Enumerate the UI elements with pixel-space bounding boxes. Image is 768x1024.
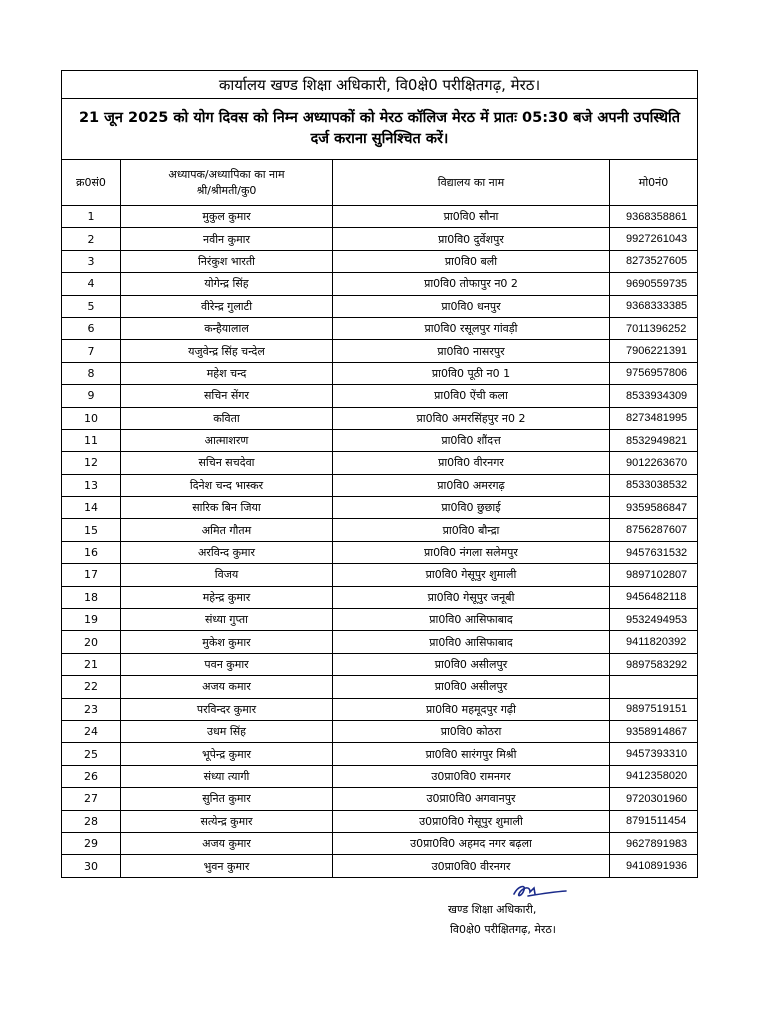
table-row [62,788,698,810]
serial-cell: 28 [62,810,121,832]
name-cell: कन्हैयालाल [121,317,333,339]
school-cell: प्रा0वि0 बौन्द्रा [333,519,610,541]
table-row [62,295,698,317]
serial-cell: 14 [62,497,121,519]
table-row [62,250,698,272]
table-row [62,452,698,474]
table-row [62,564,698,586]
serial-cell: 21 [62,653,121,675]
school-cell: प्रा0वि0 ऐंची कला [333,385,610,407]
table-row [62,474,698,496]
table-row [62,317,698,339]
name-cell: विजय [121,564,333,586]
name-cell: सत्येन्द्र कुमार [121,810,333,832]
mobile-cell [610,676,698,698]
mobile-cell: 9690559735 [610,273,698,295]
school-cell: प्रा0वि0 असीलपुर [333,676,610,698]
table-row [62,228,698,250]
name-cell: परविन्दर कुमार [121,698,333,720]
table-row [62,385,698,407]
serial-cell: 25 [62,743,121,765]
signature-block [450,880,600,940]
mobile-cell: 9897519151 [610,698,698,720]
header-name [121,160,333,206]
name-cell: मुकुल कुमार [121,206,333,228]
school-cell: प्रा0वि0 आसिफाबाद [333,609,610,631]
serial-cell: 2 [62,228,121,250]
serial-cell: 29 [62,832,121,854]
mobile-cell: 7906221391 [610,340,698,362]
table-row [62,810,698,832]
name-cell: नवीन कुमार [121,228,333,250]
serial-cell: 12 [62,452,121,474]
mobile-cell: 8532949821 [610,429,698,451]
serial-cell: 15 [62,519,121,541]
name-cell: सचिन सेंगर [121,385,333,407]
table-row [62,586,698,608]
school-cell: प्रा0वि0 अमरसिंहपुर न0 2 [333,407,610,429]
table-header-row [62,160,698,206]
name-cell: वीरेन्द्र गुलाटी [121,295,333,317]
header-name-line2: श्री/श्रीमती/कु0 [196,183,257,197]
name-cell: यजुवेन्द्र सिंह चन्देल [121,340,333,362]
school-cell: उ0प्रा0वि0 अगवानपुर [333,788,610,810]
mobile-cell: 9532494953 [610,609,698,631]
mobile-cell: 9457393310 [610,743,698,765]
school-cell: प्रा0वि0 नंगला सलेमपुर [333,541,610,563]
school-cell: उ0प्रा0वि0 गेसूपुर शुमाली [333,810,610,832]
school-cell: प्रा0वि0 सारंगपुर मिश्री [333,743,610,765]
office-title: कार्यालय खण्ड शिक्षा अधिकारी, वि0क्षे0 परीक्षितगढ़, मेरठ। [62,71,698,99]
serial-cell: 30 [62,855,121,877]
mobile-cell: 9358914867 [610,720,698,742]
table-row [62,653,698,675]
serial-cell: 11 [62,429,121,451]
name-cell: अजय कमार [121,676,333,698]
table-row [62,541,698,563]
school-cell: प्रा0वि0 छुछाई [333,497,610,519]
name-cell: संध्या गुप्ता [121,609,333,631]
school-cell: प्रा0वि0 पूठी न0 1 [333,362,610,384]
name-cell: मुकेश कुमार [121,631,333,653]
table-body [62,206,698,878]
mobile-cell: 9368333385 [610,295,698,317]
header-school: विद्यालय का नाम [333,160,610,206]
school-cell: प्रा0वि0 आसिफाबाद [333,631,610,653]
school-cell: प्रा0वि0 नासरपुर [333,340,610,362]
mobile-cell: 9456482118 [610,586,698,608]
school-cell: उ0प्रा0वि0 वीरनगर [333,855,610,877]
mobile-cell: 8273481995 [610,407,698,429]
name-cell: कविता [121,407,333,429]
serial-cell: 4 [62,273,121,295]
table-row [62,206,698,228]
header-mobile: मो0नं0 [610,160,698,206]
mobile-cell: 9720301960 [610,788,698,810]
school-cell: उ0प्रा0वि0 रामनगर [333,765,610,787]
mobile-cell: 9359586847 [610,497,698,519]
serial-cell: 22 [62,676,121,698]
mobile-cell: 8273527605 [610,250,698,272]
document [61,70,697,878]
school-cell: प्रा0वि0 शौंदत्त [333,429,610,451]
teacher-table [61,70,698,878]
table-row [62,631,698,653]
name-cell: सचिन सचदेवा [121,452,333,474]
header-serial: क्र0सं0 [62,160,121,206]
serial-cell: 18 [62,586,121,608]
table-row [62,273,698,295]
name-cell: अजय कुमार [121,832,333,854]
serial-cell: 3 [62,250,121,272]
header-name-line1: अध्यापक/अध्यापिका का नाम [168,167,285,181]
mobile-cell: 9412358020 [610,765,698,787]
name-cell: सारिक बिन जिया [121,497,333,519]
serial-cell: 13 [62,474,121,496]
school-cell: प्रा0वि0 महमूदपुर गढ़ी [333,698,610,720]
mobile-cell: 8756287607 [610,519,698,541]
table-row [62,362,698,384]
name-cell: भूपेन्द्र कुमार [121,743,333,765]
notice-text: 21 जून 2025 को योग दिवस को निम्न अध्यापकों को मेरठ कॉलिज मेरठ में प्रातः 05:30 बजे अपनी उपस्थिति दर्ज कराना सुनिश्चित करें। [62,99,698,160]
mobile-cell: 7011396252 [610,317,698,339]
table-row [62,855,698,877]
school-cell: प्रा0वि0 अमरगढ़ [333,474,610,496]
mobile-cell: 8533038532 [610,474,698,496]
serial-cell: 17 [62,564,121,586]
signature-office: वि0क्षे0 परीक्षितगढ़, मेरठ। [450,923,556,936]
name-cell: सुनित कुमार [121,788,333,810]
serial-cell: 8 [62,362,121,384]
serial-cell: 27 [62,788,121,810]
mobile-cell: 8533934309 [610,385,698,407]
school-cell: प्रा0वि0 गेसूपुर जनूबी [333,586,610,608]
name-cell: भुवन कुमार [121,855,333,877]
serial-cell: 1 [62,206,121,228]
signature-title: खण्ड शिक्षा अधिकारी, [448,903,537,916]
mobile-cell: 9897583292 [610,653,698,675]
serial-cell: 7 [62,340,121,362]
school-cell: प्रा0वि0 रसूलपुर गांवड़ी [333,317,610,339]
table-row [62,743,698,765]
mobile-cell: 9897102807 [610,564,698,586]
table-row [62,429,698,451]
serial-cell: 26 [62,765,121,787]
serial-cell: 23 [62,698,121,720]
school-cell: प्रा0वि0 धनपुर [333,295,610,317]
serial-cell: 16 [62,541,121,563]
table-row [62,407,698,429]
name-cell: पवन कुमार [121,653,333,675]
name-cell: योगेन्द्र सिंह [121,273,333,295]
name-cell: निरंकुश भारती [121,250,333,272]
name-cell: अरविन्द कुमार [121,541,333,563]
mobile-cell: 9012263670 [610,452,698,474]
school-cell: प्रा0वि0 कोठरा [333,720,610,742]
name-cell: अमित गौतम [121,519,333,541]
mobile-cell: 9756957806 [610,362,698,384]
table-row [62,497,698,519]
serial-cell: 24 [62,720,121,742]
table-row [62,340,698,362]
serial-cell: 5 [62,295,121,317]
name-cell: दिनेश चन्द भास्कर [121,474,333,496]
name-cell: महेश चन्द [121,362,333,384]
school-cell: उ0प्रा0वि0 अहमद नगर बढ़ला [333,832,610,854]
school-cell: प्रा0वि0 तोफापुर न0 2 [333,273,610,295]
school-cell: प्रा0वि0 सौना [333,206,610,228]
school-cell: प्रा0वि0 बली [333,250,610,272]
name-cell: उधम सिंह [121,720,333,742]
school-cell: प्रा0वि0 असीलपुर [333,653,610,675]
serial-cell: 10 [62,407,121,429]
signature-mark [508,880,568,902]
mobile-cell: 8791511454 [610,810,698,832]
mobile-cell: 9927261043 [610,228,698,250]
table-row [62,519,698,541]
table-row [62,698,698,720]
table-row [62,765,698,787]
school-cell: प्रा0वि0 दुर्वेशपुर [333,228,610,250]
table-row [62,720,698,742]
serial-cell: 9 [62,385,121,407]
mobile-cell: 9411820392 [610,631,698,653]
table-row [62,676,698,698]
name-cell: महेन्द्र कुमार [121,586,333,608]
table-row [62,609,698,631]
school-cell: प्रा0वि0 वीरनगर [333,452,610,474]
name-cell: संध्या त्यागी [121,765,333,787]
mobile-cell: 9627891983 [610,832,698,854]
mobile-cell: 9368358861 [610,206,698,228]
mobile-cell: 9410891936 [610,855,698,877]
serial-cell: 19 [62,609,121,631]
school-cell: प्रा0वि0 गेसूपुर शुमाली [333,564,610,586]
mobile-cell: 9457631532 [610,541,698,563]
table-row [62,832,698,854]
serial-cell: 20 [62,631,121,653]
serial-cell: 6 [62,317,121,339]
name-cell: आत्माशरण [121,429,333,451]
